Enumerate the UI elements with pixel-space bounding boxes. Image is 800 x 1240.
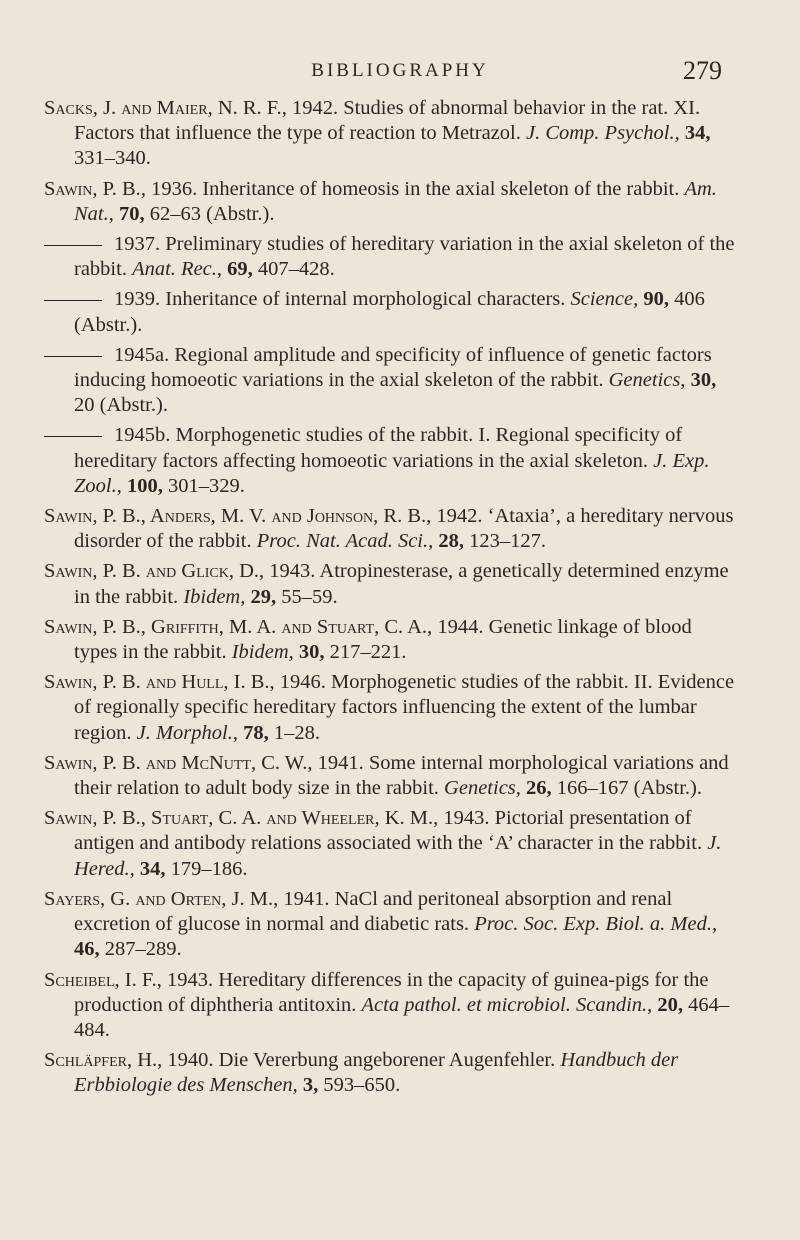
- entry-title: NaCl and peritoneal absorption and renal excretion of glucose in normal and diabetic rats.: [74, 887, 673, 936]
- entry-journal: J. Comp. Psychol.,: [525, 122, 680, 145]
- entry-volume: 100,: [126, 474, 163, 497]
- entry-title: Preliminary studies of hereditary variation in the axial skeleton of the rabbit.: [74, 233, 735, 281]
- entry-author: Schläpfer, H.: [44, 1049, 158, 1072]
- entry-journal: Science,: [570, 288, 639, 311]
- bibliography-entry: [44, 559, 738, 609]
- entry-pages: 123–127.: [469, 530, 547, 553]
- ditto-dash: [44, 245, 102, 246]
- entry-pages: 406 (Abstr.).: [74, 288, 705, 336]
- entry-title: Morphogenetic studies of the rabbit. II. Evidence of regionally specific hereditary factors influencing the extent of the lumbar region.: [74, 671, 735, 744]
- entry-pages: 464–484.: [74, 993, 730, 1041]
- entry-pages: 287–289.: [104, 938, 182, 961]
- entry-pages: 62–63 (Abstr.).: [149, 202, 275, 225]
- entry-year: 1942.: [436, 505, 483, 528]
- bibliography-entry: [44, 423, 738, 499]
- entry-year: 1943.: [443, 807, 490, 830]
- entry-volume: 70,: [119, 202, 145, 225]
- entry-author: Sayers, G. and Orten, J. M.: [44, 887, 274, 910]
- entry-volume: 34,: [684, 122, 711, 145]
- bibliography-entry: [44, 343, 738, 419]
- bibliography-entry: [44, 968, 738, 1044]
- ditto-dash: [44, 300, 102, 301]
- entry-year: 1943.: [166, 968, 214, 991]
- entry-title: Pictorial presentation of antigen and antibody relations associated with the ‘A’ character in the rabbit.: [74, 807, 703, 855]
- entry-pages: 1–28.: [273, 721, 320, 744]
- entry-title: Atropinesterase, a genetically determined enzyme in the rabbit.: [74, 560, 729, 608]
- entry-author: Scheibel, I. F.: [44, 968, 157, 991]
- entry-journal: Am. Nat.,: [74, 177, 717, 225]
- entry-journal: J. Morphol.,: [136, 721, 238, 744]
- page-number: 279: [683, 56, 722, 85]
- entry-author: Sawin, P. B., Griffith, M. A. and Stuart, C. A.: [44, 615, 428, 638]
- entry-year: 1940.: [167, 1049, 214, 1072]
- entry-sep: ,: [281, 97, 292, 119]
- entry-sep: ,: [433, 807, 444, 830]
- entry-author: Sawin, P. B., Anders, M. V. and Johnson, R. B.: [44, 505, 427, 528]
- entry-sep: ,: [426, 505, 437, 528]
- entry-volume: 78,: [243, 721, 269, 744]
- entry-journal: Genetics,: [444, 777, 521, 800]
- entry-volume: 46,: [74, 938, 100, 961]
- entry-sep: ,: [157, 1049, 168, 1072]
- entry-volume: 69,: [227, 258, 253, 281]
- entry-pages: 20 (Abstr.).: [74, 394, 168, 417]
- entry-volume: 28,: [438, 530, 465, 553]
- bibliography-entry: [44, 96, 738, 172]
- entry-journal: Anat. Rec.,: [132, 258, 223, 281]
- entry-title: Morphogenetic studies of the rabbit. I. Regional specificity of hereditary factors affecting homoeotic variations in the axial skeleton.: [74, 424, 683, 472]
- bibliography-entry: [44, 751, 738, 801]
- entry-title: Inheritance of homeosis in the axial skeleton of the rabbit.: [202, 177, 680, 200]
- entry-author: Sawin, P. B. and McNutt, C. W.: [44, 751, 308, 774]
- entry-volume: 29,: [250, 585, 277, 608]
- entry-volume: 34,: [139, 857, 166, 880]
- entry-volume: 90,: [643, 288, 669, 311]
- bibliography-list: [44, 96, 738, 1104]
- running-title: BIBLIOGRAPHY: [311, 60, 489, 81]
- bibliography-entry: [44, 887, 738, 963]
- entry-journal: Ibidem,: [231, 641, 294, 664]
- bibliography-entry: [44, 504, 738, 554]
- entry-title: Studies of abnormal behavior in the rat. XI. Factors that influence the type of reaction to Metrazol.: [74, 97, 701, 145]
- entry-volume: 3,: [302, 1074, 319, 1097]
- entry-year: 1946.: [279, 671, 326, 694]
- entry-pages: 179–186.: [170, 857, 248, 880]
- entry-author: Sacks, J. and Maier, N. R. F.: [44, 97, 282, 119]
- entry-author: Sawin, P. B. and Hull, I. B.: [44, 671, 270, 694]
- entry-journal: J. Hered.,: [74, 832, 722, 880]
- entry-volume: 26,: [526, 777, 552, 800]
- entry-sep: ,: [427, 615, 438, 638]
- entry-volume: 30,: [690, 369, 717, 392]
- entry-pages: 166–167 (Abstr.).: [556, 777, 702, 800]
- entry-year: 1943.: [269, 560, 316, 583]
- entry-journal: Genetics,: [608, 369, 686, 392]
- entry-pages: 593–650.: [323, 1074, 401, 1097]
- entry-year: 1941.: [317, 751, 364, 774]
- entry-sep: ,: [140, 177, 152, 200]
- entry-year: 1944.: [437, 615, 484, 638]
- entry-title: Genetic linkage of blood types in the rabbit.: [74, 615, 692, 664]
- entry-pages: 217–221.: [329, 641, 407, 664]
- entry-title: Hereditary differences in the capacity of guinea-pigs for the production of diphtheria antitoxin.: [74, 968, 709, 1016]
- bibliography-entry: [44, 287, 738, 337]
- entry-sep: ,: [156, 968, 167, 991]
- bibliography-entry: [44, 177, 738, 227]
- entry-title: ‘Ataxia’, a hereditary nervous disorder of the rabbit.: [74, 505, 734, 553]
- entry-sep: ,: [269, 671, 280, 694]
- entry-title: Inheritance of internal morphological characters.: [165, 288, 566, 311]
- entry-journal: Acta pathol. et microbiol. Scandin.,: [361, 993, 653, 1016]
- entry-year: 1945b.: [114, 424, 171, 447]
- bibliography-entry: [44, 806, 738, 882]
- bibliography-entry: [44, 1048, 738, 1098]
- page-header: [40, 56, 760, 96]
- entry-author: Sawin, P. B., Stuart, C. A. and Wheeler, K. M.: [44, 807, 434, 830]
- entry-journal: Handbuch der Erbbiologie des Menschen,: [74, 1049, 679, 1097]
- entry-volume: 30,: [298, 641, 325, 664]
- entry-sep: ,: [273, 887, 284, 910]
- entry-journal: Proc. Soc. Exp. Biol. a. Med.,: [474, 913, 718, 936]
- entry-pages: 407–428.: [257, 258, 335, 281]
- entry-pages: 301–329.: [167, 474, 245, 497]
- entry-pages: 331–340.: [74, 147, 151, 170]
- bibliography-entry: [44, 615, 738, 665]
- entry-sep: ,: [259, 560, 270, 583]
- entry-author: Sawin, P. B. and Glick, D.: [44, 560, 260, 583]
- entry-title: Some internal morphological variations and their relation to adult body size in the rabbit.: [74, 751, 729, 800]
- entry-sep: ,: [307, 751, 318, 774]
- entry-journal: Ibidem,: [183, 585, 246, 608]
- entry-pages: 55–59.: [281, 585, 338, 608]
- entry-author: Sawin, P. B.: [44, 177, 141, 200]
- entry-year: 1942.: [291, 97, 339, 119]
- entry-year: 1939.: [114, 288, 161, 311]
- ditto-dash: [44, 436, 102, 437]
- entry-journal: J. Exp. Zool.,: [74, 449, 710, 497]
- entry-year: 1945a.: [114, 343, 170, 366]
- entry-year: 1941.: [283, 887, 330, 910]
- bibliography-entry: [44, 670, 738, 746]
- ditto-dash: [44, 356, 102, 357]
- entry-title: Die Vererbung angeborener Augenfehler.: [218, 1049, 556, 1072]
- entry-title: Regional amplitude and specificity of influence of genetic factors inducing homoeotic variations in the axial skeleton of the rabbit.: [74, 343, 712, 392]
- entry-journal: Proc. Nat. Acad. Sci.,: [256, 530, 434, 553]
- entry-year: 1937.: [114, 233, 161, 256]
- entry-year: 1936.: [151, 177, 198, 200]
- bibliography-entry: [44, 232, 738, 282]
- entry-volume: 20,: [657, 993, 684, 1016]
